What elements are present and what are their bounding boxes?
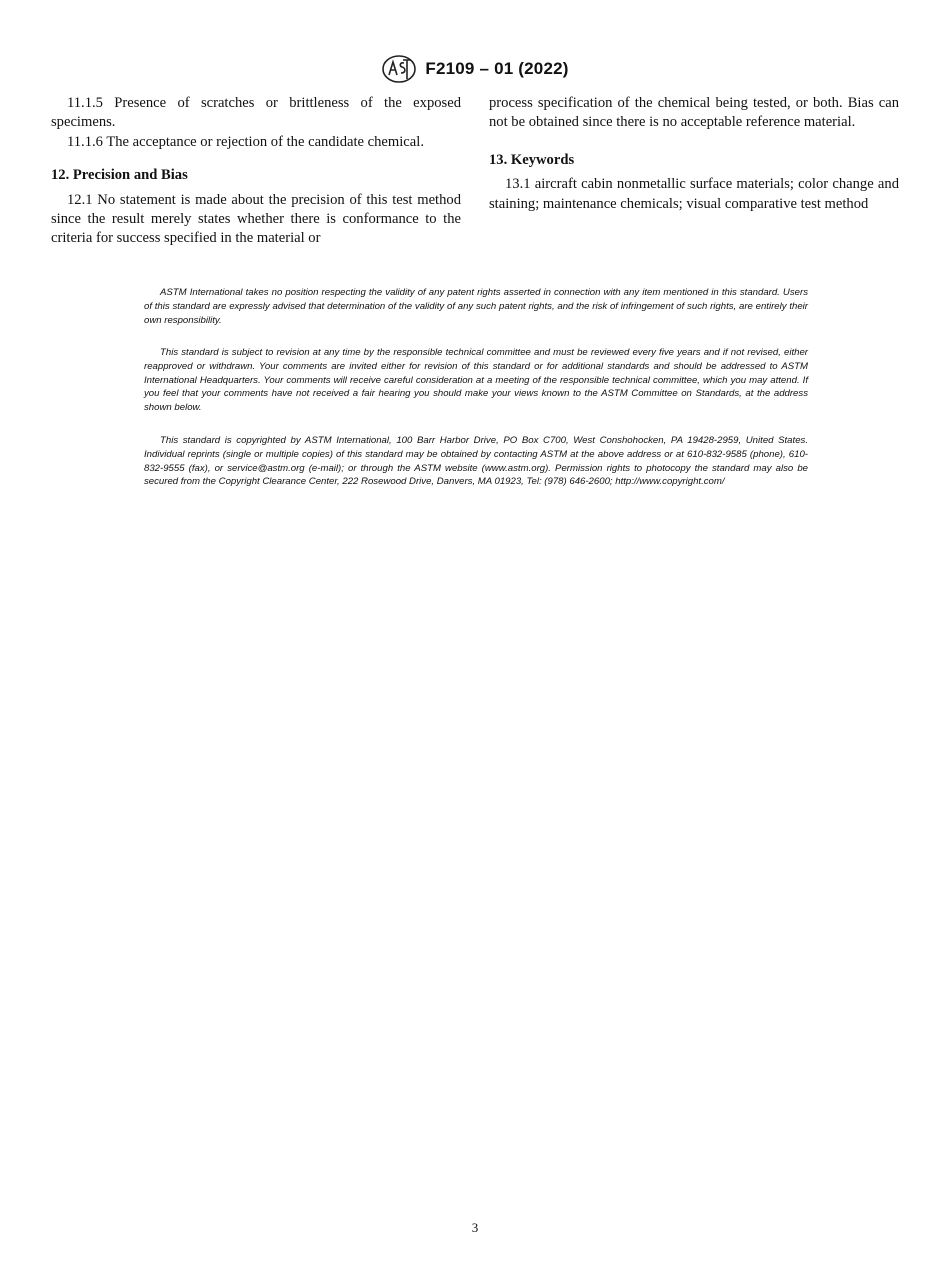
paragraph-12-1-continued: process specification of the chemical being tested, or both. Bias can not be obtained since there is no acceptable reference material. [489,95,899,131]
page-number: 3 [471,1220,479,1235]
astm-logo-icon [381,54,417,84]
section-heading-13: 13. Keywords [489,151,575,168]
section-heading-12: 12. Precision and Bias [51,167,188,184]
page-header [0,54,950,84]
revision-notice: This standard is subject to revision at any time by the responsible technical committee and must be reviewed every five years and if not revised, either reapproved or withdrawn. Your comments are invited either for revision of this standard or for additional standards and should be addressed to ASTM International Headquarters. Your comments will receive careful consideration at a meeting of the responsible technical committee, which you may attend. If you feel that your comments have not received a fair hearing you should make your views known to the ASTM Committee on Standards, at the address shown below. [144,347,808,414]
right-column [489,94,899,214]
document-id: F2109 – 01 (2022) [425,59,569,78]
paragraph-11-1-5: 11.1.5 Presence of scratches or brittleness of the exposed specimens. [51,95,461,131]
patent-notice: ASTM International takes no position respecting the validity of any patent rights asserted in connection with any item mentioned in this standard. Users of this standard are expressly advised that determination of the validity of any such patent rights, and the risk of infringement of such rights, are entirely their own responsibility. [144,287,808,326]
copyright-notice: This standard is copyrighted by ASTM International, 100 Barr Harbor Drive, PO Box C700, West Conshohocken, PA 19428-2959, United States. Individual reprints (single or multiple copies) of this standard may be obtained by contacting ASTM at the above address or at 610-832-9585 (phone), 610-832-9555 (fax), or service@astm.org (e-mail); or through the ASTM website (www.astm.org). Permission rights to photocopy the standard may also be secured from the Copyright Clearance Center, 222 Rosewood Drive, Danvers, MA 01923, Tel: (978) 646-2600; http://www.copyright.com/ [144,435,808,488]
paragraph-13-1: 13.1 aircraft cabin nonmetallic surface materials; color change and staining; maintenance chemicals; visual comparative test method [489,176,899,212]
paragraph-11-1-6: 11.1.6 The acceptance or rejection of the candidate chemical. [67,133,424,150]
left-column [51,94,461,249]
paragraph-12-1: 12.1 No statement is made about the precision of this test method since the result merely states whether there is conformance to the criteria for success specified in the material or [51,191,461,247]
